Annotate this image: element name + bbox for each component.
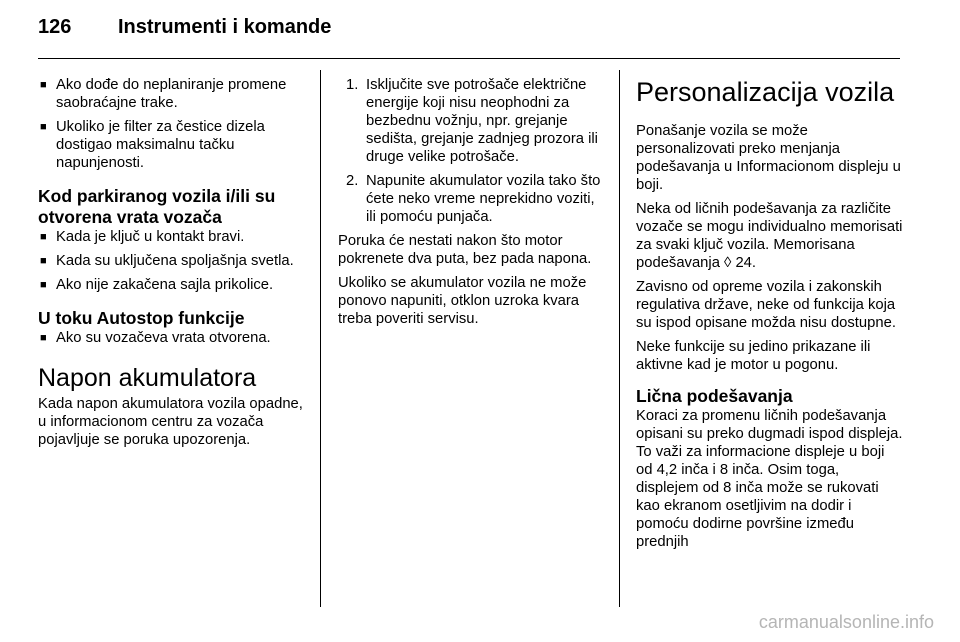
step-item: 2. Napunite akumulator vozila tako što ćete neko vreme neprekidno voziti, ili pomoću punjača. — [346, 173, 601, 225]
page-number: 126 — [38, 16, 72, 38]
column-divider-2 — [619, 70, 620, 607]
column-3 — [636, 76, 904, 557]
list-item: ■ Kada je ključ u kontakt bravi. — [38, 228, 308, 246]
column-divider-1 — [320, 70, 321, 607]
heading-personalization: Personalizacija vozila — [636, 77, 895, 107]
paragraph: Poruka će nestati nakon što motor pokrenete dva puta, bez pada napona. — [338, 233, 592, 267]
column-1 — [38, 76, 308, 455]
column-2 — [338, 76, 606, 334]
list-item: ■ Ukoliko je filter za čestice dizela dostigao maksimalnu tačku napunjenosti. — [38, 118, 308, 172]
paragraph: Neka od ličnih podešavanja za različite vozače se mogu individualno memorisati za svaki ključ vozila. Memorisana podešavanja ◊ 24. — [636, 201, 903, 271]
paragraph: Neke funkcije su jedino prikazane ili aktivne kad je motor u pogonu. — [636, 339, 871, 373]
paragraph: Zavisno od opreme vozila i zakonskih regulativa države, neke od funkcija koja su ispod opisane možda nisu dostupne. — [636, 279, 896, 331]
section-title: Instrumenti i komande — [118, 16, 332, 38]
step-text: Isključite sve potrošače električne energije koji nisu neophodni za bezbednu vožnju, npr. grejanje sedišta, grejanje zadnjeg prozora ili druge velike potrošače. — [366, 77, 598, 165]
list-item: ■ Ako nije zakačena sajla prikolice. — [38, 276, 308, 294]
paragraph: Koraci za promenu ličnih podešavanja opisani su preko dugmadi ispod displeja. To važi za informacione displeje u boji od 4,2 inča i 8 inča. Osim toga, displejem od 8 inča može se rukovati kao ekranom osetljivim na dodir i pomoću dodirne površine između prednjih — [636, 408, 903, 550]
list-item: ■ Kada su uključena spoljašnja svetla. — [38, 252, 308, 270]
battery-text: Kada napon akumulatora vozila opadne, u informacionom centru za vozača pojavljuje se poruka upozorenja. — [38, 396, 303, 448]
list-item: ■ Ako dođe do neplaniranje promene saobraćajne trake. — [38, 76, 308, 112]
step-item: 1. Isključite sve potrošače električne energije koji nisu neophodni za bezbednu vožnju, npr. grejanje sedišta, grejanje zadnjeg prozora ili druge velike potrošače. — [346, 77, 598, 165]
step-text: Napunite akumulator vozila tako što ćete neko vreme neprekidno voziti, ili pomoću punjača. — [366, 173, 601, 225]
heading-parked-vehicle: Kod parkiranog vozila i/ili su otvorena vrata vozača — [38, 186, 276, 227]
list-item: ■ Ako su vozačeva vrata otvorena. — [38, 329, 308, 347]
heading-personal-settings: Lična podešavanja — [636, 386, 793, 406]
paragraph: Ukoliko se akumulator vozila ne može ponovo napuniti, otklon uzroka kvara treba poveriti servisu. — [338, 275, 587, 327]
page-header — [38, 16, 331, 48]
heading-battery-voltage: Napon akumulatora — [38, 364, 257, 392]
heading-autostop: U toku Autostop funkcije — [38, 308, 245, 328]
header-rule — [38, 58, 900, 59]
watermark-text: carmanualsonline.info — [758, 612, 934, 632]
paragraph: Ponašanje vozila se može personalizovati preko menjanja podešavanja u Informacionom displeju u boji. — [636, 123, 901, 193]
